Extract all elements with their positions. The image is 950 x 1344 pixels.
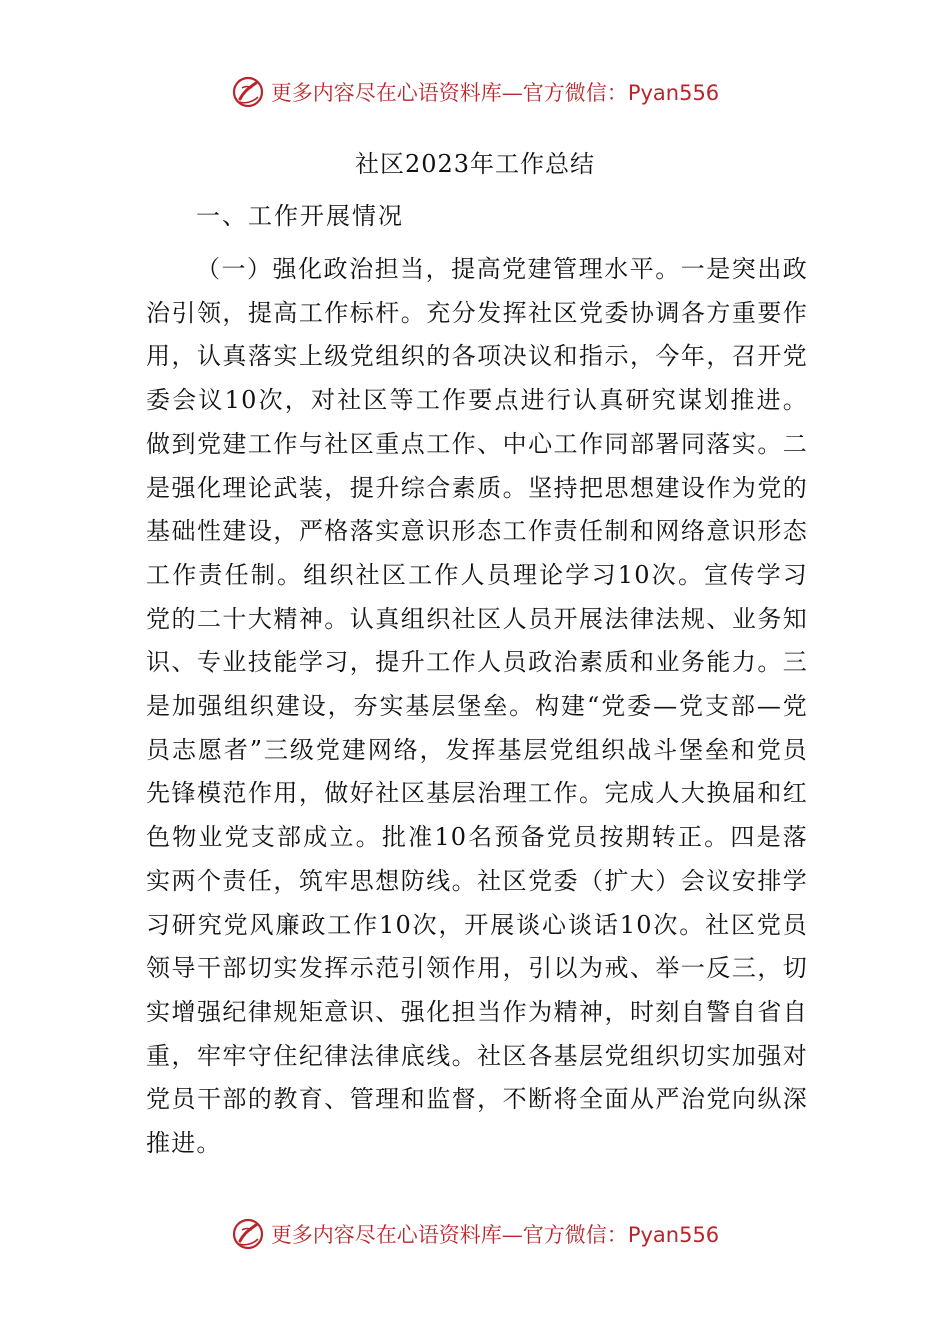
footer-banner-main: 更多内容尽在心语资料库—官方微信： xyxy=(270,1223,628,1247)
footer-banner xyxy=(0,1214,950,1254)
header-banner-text xyxy=(271,77,719,107)
brush-logo-icon xyxy=(231,75,265,109)
body-paragraph: （一）强化政治担当，提高党建管理水平。一是突出政治引领，提高工作标杆。充分发挥社区党委协调各方重要作用，认真落实上级党组织的各项决议和指示，今年，召开党委会议10次，对社区等工作要点进行认真研究谋划推进。做到党建工作与社区重点工作、中心工作同部署同落实。二是强化理论武装，提升综合素质。坚持把思想建设作为党的基础性建设，严格落实意识形态工作责任制和网络意识形态工作责任制。组织社区工作人员理论学习10次。宣传学习党的二十大精神。认真组织社区人员开展法律法规、业务知识、专业技能学习，提升工作人员政治素质和业务能力。三是加强组织建设，夯实基层堡垒。构建“党委—党支部—党员志愿者”三级党建网络，发挥基层党组织战斗堡垒和党员先锋模范作用，做好社区基层治理工作。完成人大换届和红色物业党支部成立。批准10名预备党员按期转正。四是落实两个责任，筑牢思想防线。社区党委（扩大）会议安排学习研究党风廉政工作10次，开展谈心谈话10次。社区党员领导干部切实发挥示范引领作用，引以为戒、举一反三，切实增强纪律规矩意识、强化担当作为精神，时刻自警自省自重，牢牢守住纪律法律底线。社区各基层党组织切实加强对党员干部的教育、管理和监督，不断将全面从严治党向纵深推进。 xyxy=(146,255,808,1158)
footer-banner-text xyxy=(271,1219,719,1249)
header-banner-wechat: Pyan556 xyxy=(627,81,720,105)
header-banner xyxy=(0,72,950,112)
document-title: 社区2023年工作总结 xyxy=(354,150,596,178)
footer-banner-wechat: Pyan556 xyxy=(627,1223,720,1247)
section-heading: 一、工作开展情况 xyxy=(196,202,404,230)
header-banner-main: 更多内容尽在心语资料库—官方微信： xyxy=(270,81,628,105)
header-banner-inner xyxy=(231,75,719,109)
brush-logo-icon xyxy=(231,1217,265,1251)
footer-banner-inner xyxy=(231,1217,719,1251)
